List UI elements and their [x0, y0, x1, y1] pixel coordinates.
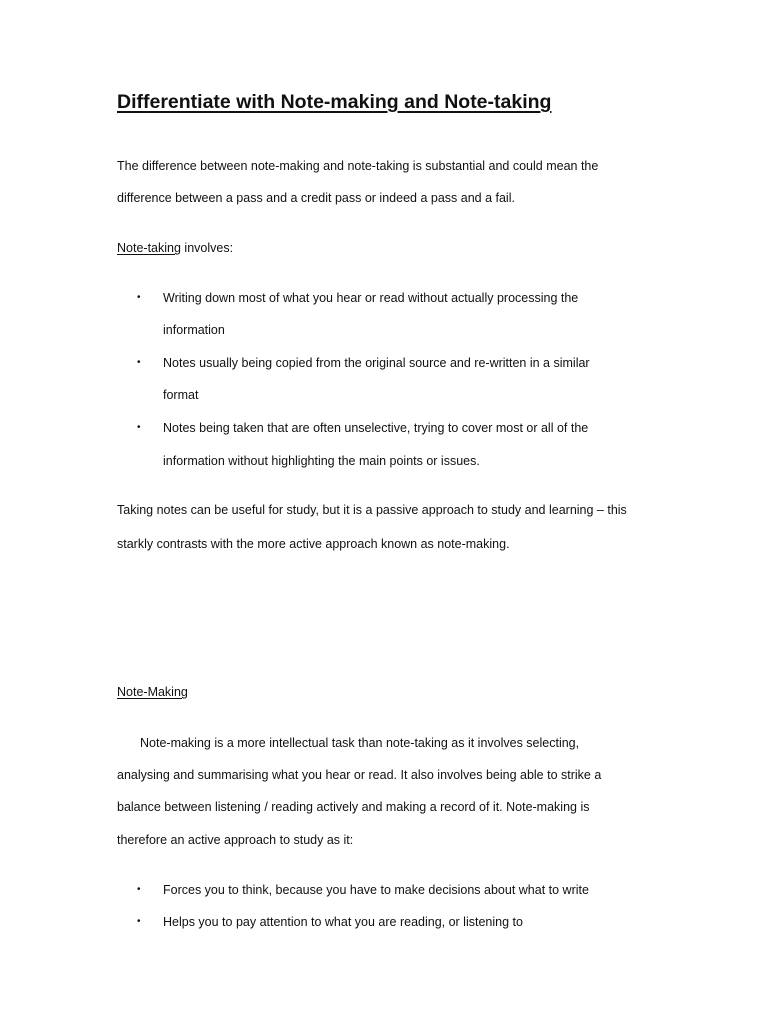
note-taking-closing-line-1: Taking notes can be useful for study, but it is a passive approach to study and learning – this	[117, 503, 627, 517]
note-making-paragraph-line-4: therefore an active approach to study as it:	[117, 833, 354, 847]
note-taking-heading: Note-taking	[117, 241, 181, 255]
note-making-heading: Note-Making	[117, 685, 188, 699]
note-taking-bullet-2-line-1: Notes usually being copied from the original source and re-written in a similar	[163, 356, 590, 370]
page-title: Differentiate with Note-making and Note-taking	[117, 91, 552, 113]
note-making-heading-line	[117, 683, 188, 701]
note-taking-closing-line-2: starkly contrasts with the more active approach known as note-making.	[117, 537, 510, 551]
note-taking-bullet-1-line-1: Writing down most of what you hear or read without actually processing the	[163, 291, 579, 305]
note-taking-bullet-2-line-2: format	[163, 388, 199, 402]
intro-line-2: difference between a pass and a credit pass or indeed a pass and a fail.	[117, 191, 515, 205]
intro-line-1: The difference between note-making and note-taking is substantial and could mean the	[117, 159, 599, 173]
note-making-bullet-1: Forces you to think, because you have to make decisions about what to write	[163, 883, 589, 897]
note-making-paragraph-line-3: balance between listening / reading actively and making a record of it. Note-making is	[117, 800, 590, 814]
note-making-bullet-2: Helps you to pay attention to what you are reading, or listening to	[163, 915, 523, 929]
bullet-icon: •	[137, 422, 141, 433]
bullet-icon: •	[137, 884, 141, 895]
note-taking-heading-suffix: involves:	[180, 241, 234, 255]
bullet-icon: •	[137, 916, 141, 927]
note-taking-bullet-1-line-2: information	[163, 323, 225, 337]
note-taking-heading-line	[117, 239, 233, 257]
bullet-icon: •	[137, 357, 141, 368]
note-making-paragraph-line-1: Note-making is a more intellectual task than note-taking as it involves selecting,	[140, 736, 580, 750]
note-taking-bullet-3-line-2: information without highlighting the main points or issues.	[163, 454, 480, 468]
bullet-icon: •	[137, 292, 141, 303]
note-making-paragraph-line-2: analysing and summarising what you hear or read. It also involves being able to strike a	[117, 768, 602, 782]
note-taking-bullet-3-line-1: Notes being taken that are often unselective, trying to cover most or all of the	[163, 421, 589, 435]
